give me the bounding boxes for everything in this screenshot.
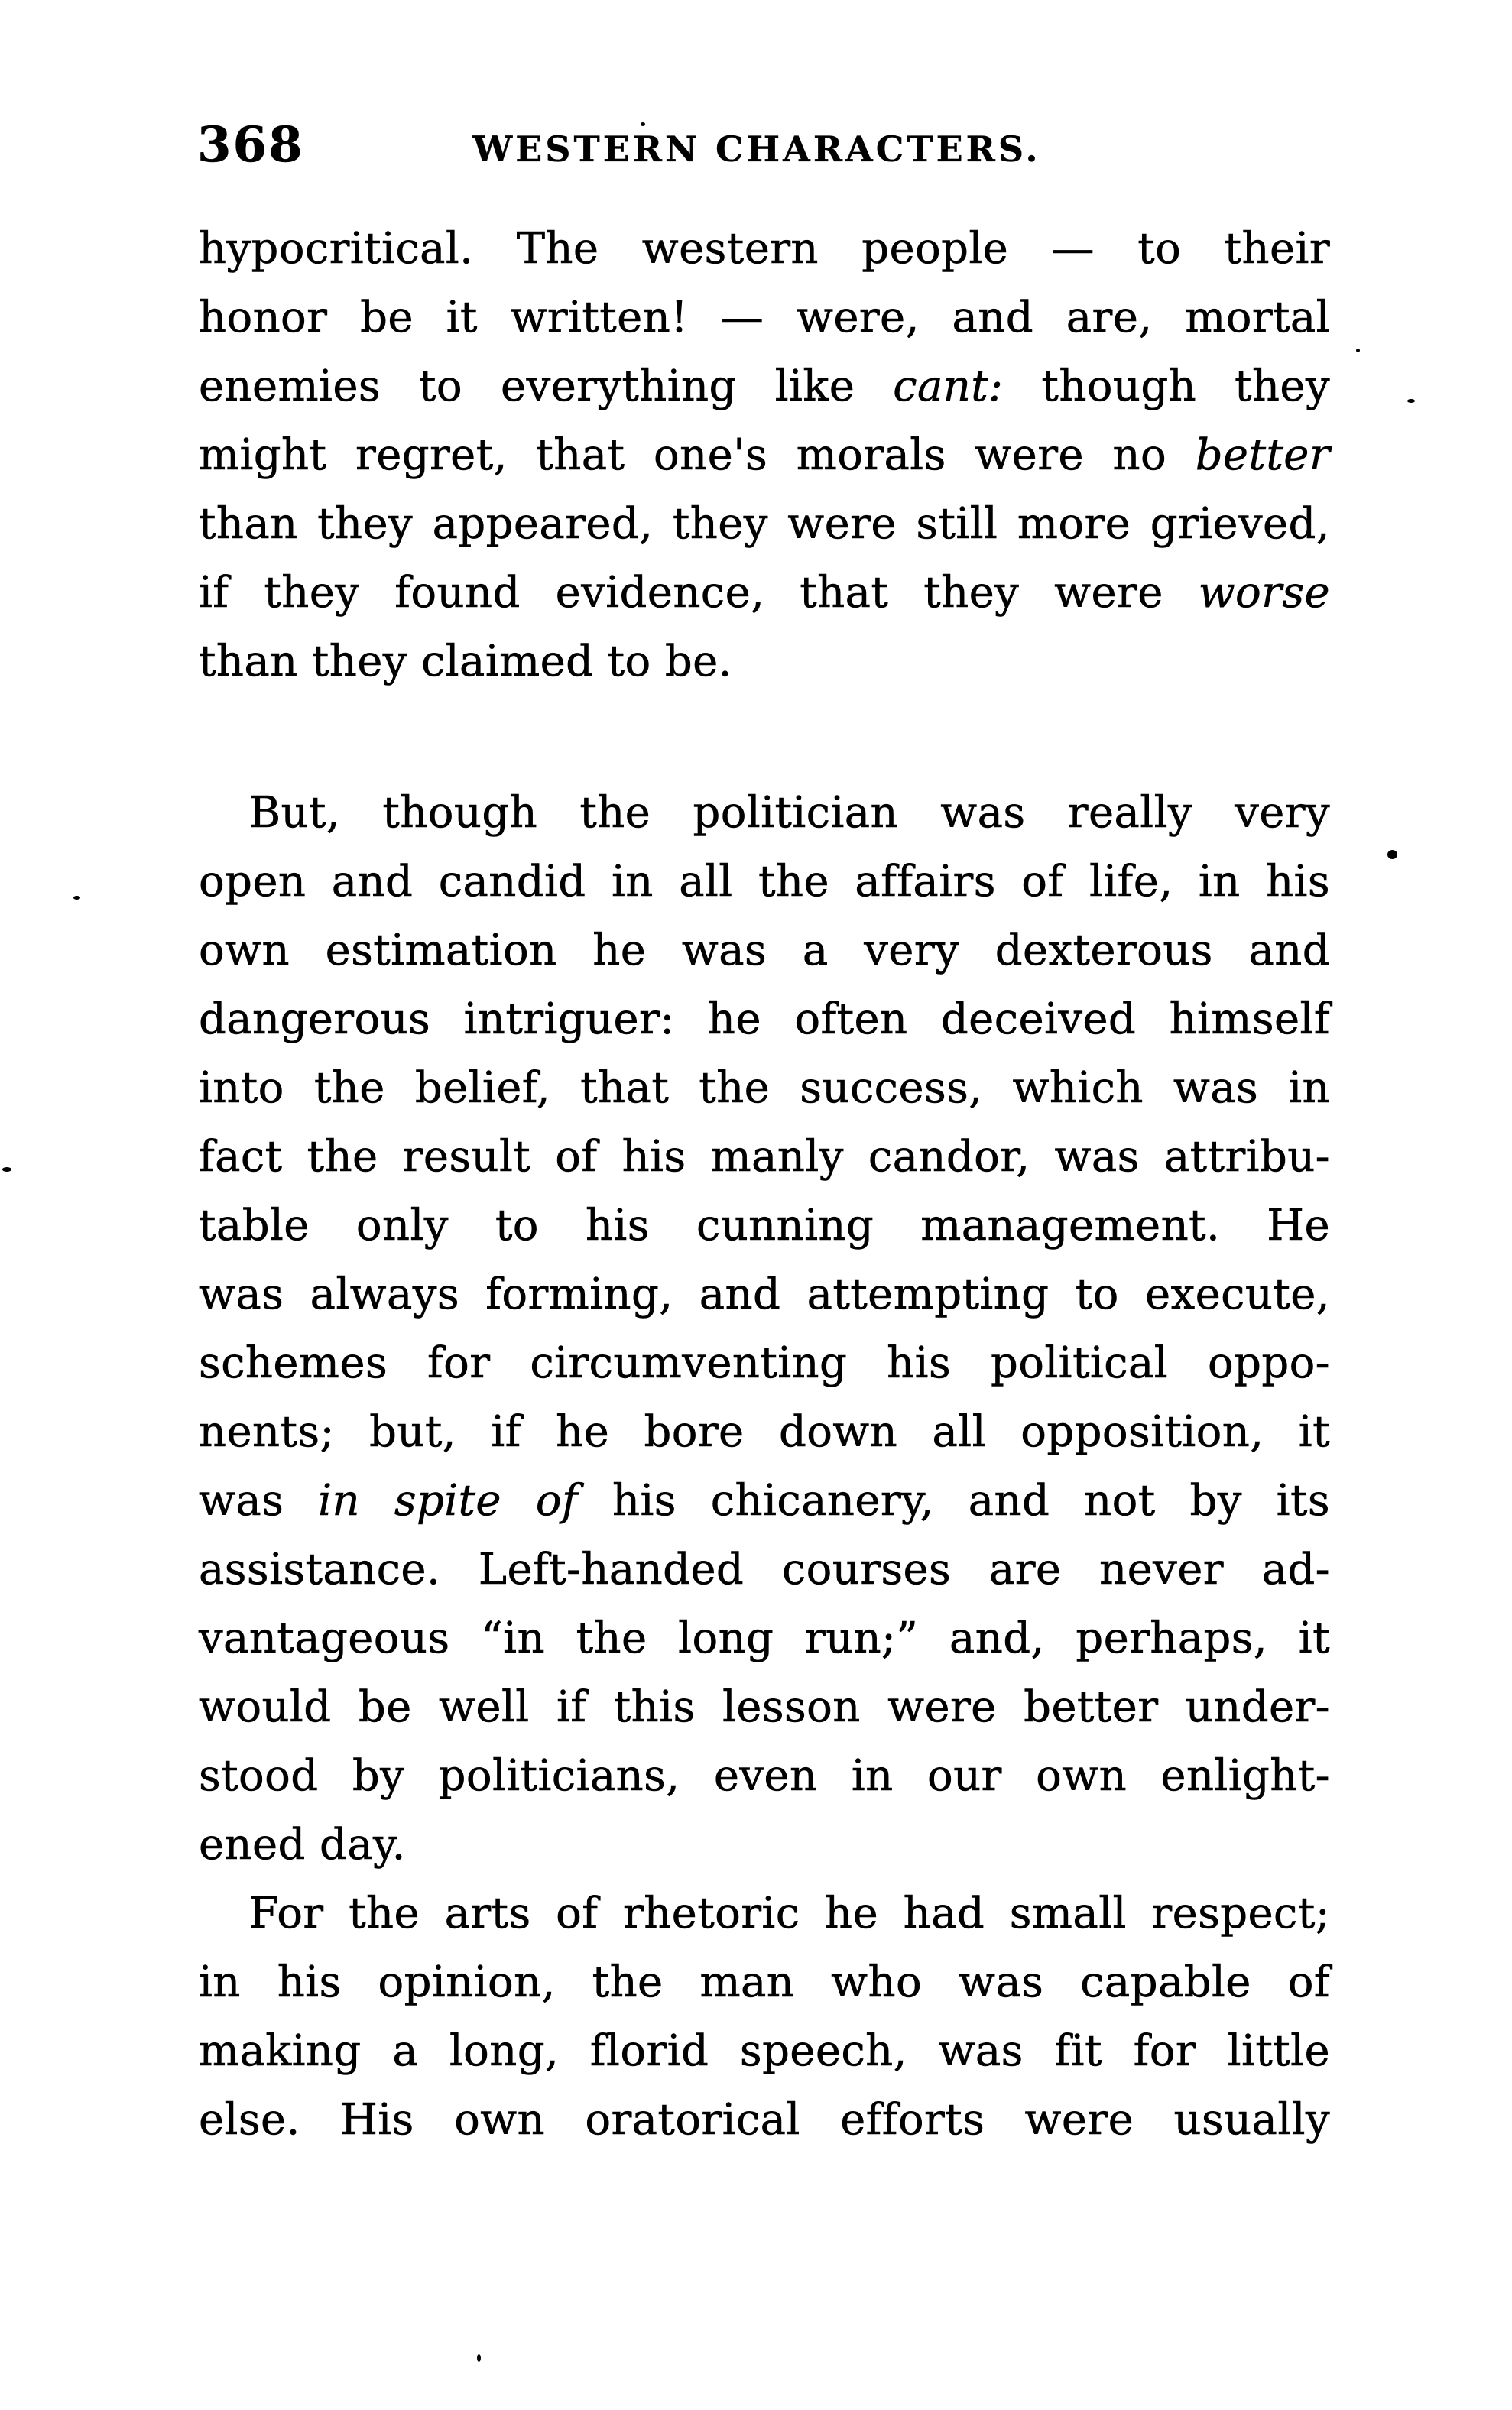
text-line (199, 352, 1330, 421)
text-line (199, 1329, 1330, 1398)
text-line (199, 215, 1330, 284)
italic-segment: cant: (893, 362, 1004, 411)
text-line (199, 1536, 1330, 1604)
page-text (199, 215, 1330, 2155)
text-line (199, 1398, 1330, 1467)
text-segment: into the belief, that the success, which was in (199, 1063, 1330, 1113)
scan-artifact (1387, 850, 1397, 859)
scan-artifact (1356, 349, 1360, 352)
text-segment: else. His own oratorical efforts were usually (199, 2095, 1330, 2145)
text-segment: open and candid in all the affairs of life, in his (199, 857, 1330, 907)
paragraph (199, 215, 1330, 696)
text-segment: making a long, florid speech, was fit for little (199, 2026, 1330, 2076)
text-segment: ened day. (199, 1820, 406, 1870)
paragraph (199, 779, 1330, 1880)
text-segment: his chicanery, and not by its (578, 1476, 1331, 1526)
text-segment: than they appeared, they were still more grieved, (199, 499, 1330, 549)
text-line (199, 1811, 1330, 1880)
text-line (199, 1880, 1330, 1948)
text-line (199, 1123, 1330, 1192)
text-segment: in his opinion, the man who was capable of (199, 1958, 1330, 2007)
text-segment: stood by politicians, even in our own enlight- (199, 1751, 1330, 1801)
text-line (199, 1673, 1330, 1742)
text-segment: was always forming, and attempting to execute, (199, 1270, 1330, 1319)
text-segment: hypocritical. The western people — to their (199, 224, 1330, 274)
text-segment: enemies to everything like (199, 362, 894, 411)
text-line (199, 916, 1330, 985)
text-segment: dangerous intriguer: he often deceived himself (199, 994, 1330, 1044)
text-segment: schemes for circumventing his political oppo- (199, 1338, 1330, 1388)
italic-segment: better (1195, 430, 1330, 480)
text-segment: if they found evidence, that they were (199, 568, 1199, 618)
text-line (199, 1467, 1330, 1536)
page-number: 368 (197, 116, 304, 174)
italic-segment: worse (1198, 568, 1330, 618)
text-segment: though they (1003, 362, 1331, 411)
scan-artifact (477, 2354, 481, 2362)
text-segment: vantageous “in the long run;” and, perhaps, it (199, 1614, 1330, 1663)
scan-artifact (2, 1167, 11, 1172)
text-segment: own estimation he was a very dexterous and (199, 926, 1330, 975)
text-segment: nents; but, if he bore down all opposition, it (199, 1407, 1330, 1457)
text-segment: was (199, 1476, 319, 1526)
text-line (199, 848, 1330, 916)
text-segment: But, though the politician was really very (249, 788, 1330, 838)
text-line (199, 1742, 1330, 1811)
text-line (199, 1054, 1330, 1123)
text-line (199, 1604, 1330, 1673)
scan-artifact (1407, 399, 1415, 403)
text-line (199, 628, 1330, 696)
text-segment: For the arts of rhetoric he had small respect; (249, 1889, 1330, 1938)
text-line (199, 985, 1330, 1054)
scan-artifact (641, 122, 645, 126)
text-line (199, 284, 1330, 352)
text-segment: fact the result of his manly candor, was attribu- (199, 1132, 1330, 1182)
text-segment: than they claimed to be. (199, 637, 732, 686)
text-segment: honor be it written! — were, and are, mortal (199, 293, 1330, 342)
text-line (199, 1192, 1330, 1260)
text-line (199, 490, 1330, 559)
text-line (199, 559, 1330, 628)
paragraph (199, 1880, 1330, 2155)
text-line (199, 421, 1330, 490)
italic-segment: in spite of (318, 1476, 579, 1526)
text-line (199, 779, 1330, 848)
text-segment: assistance. Left-handed courses are never ad- (199, 1545, 1330, 1594)
text-line (199, 1260, 1330, 1329)
scan-artifact (73, 896, 80, 900)
text-line (199, 2086, 1330, 2155)
text-line (199, 1948, 1330, 2017)
running-title: WESTERN CHARACTERS. (472, 128, 1041, 170)
text-segment: might regret, that one's morals were no (199, 430, 1196, 480)
text-line (199, 2017, 1330, 2086)
text-segment: would be well if this lesson were better under- (199, 1682, 1330, 1732)
text-segment: table only to his cunning management. He (199, 1201, 1330, 1250)
